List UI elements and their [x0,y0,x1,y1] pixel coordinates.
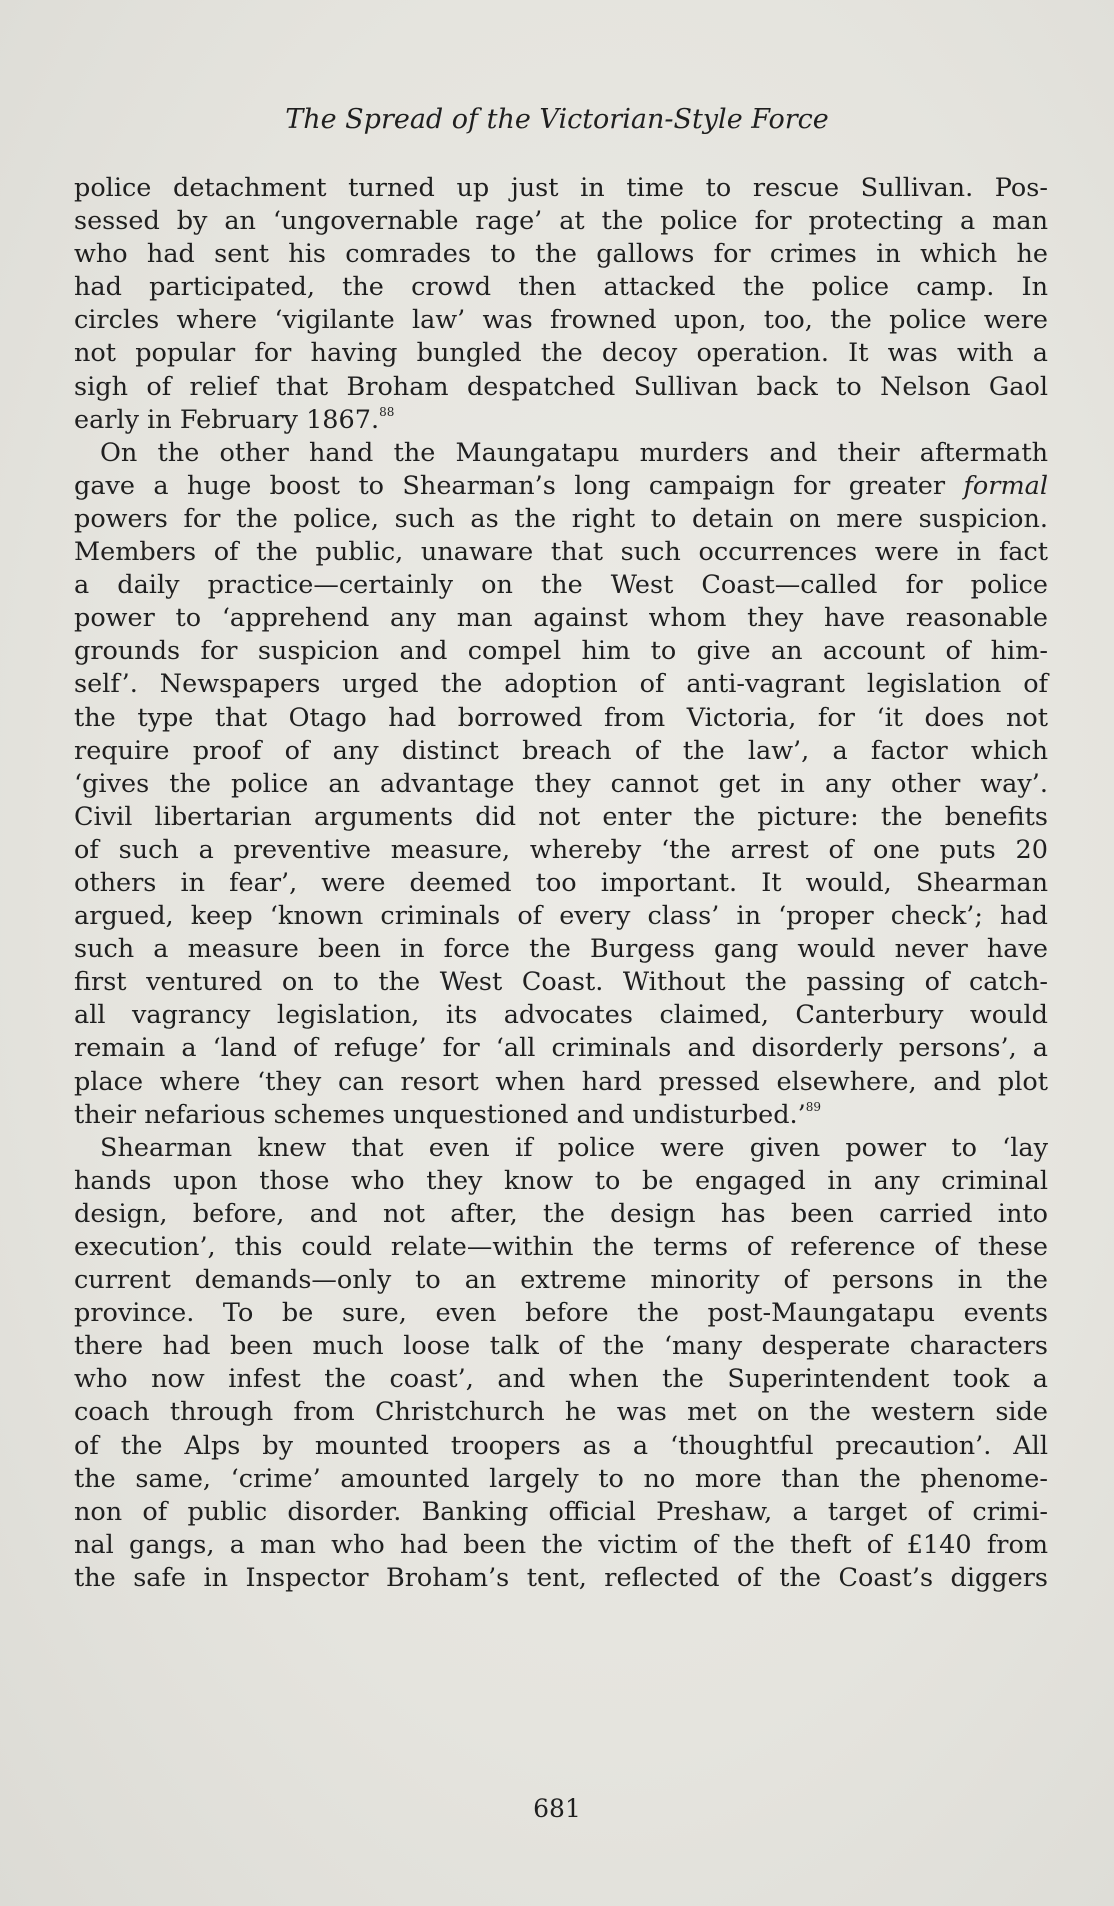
text-line: circles where ‘vigilante law’ was frowned upon, too, the police were [74,305,1048,336]
text-line: not popular for having bungled the decoy operation. It was with a [74,338,1048,369]
text-line: a daily practice—certainly on the West Coast—called for police [74,570,1048,601]
line-text: early in February 1867. [74,404,380,435]
text-line: had participated, the crowd then attacked the police camp. In [74,272,1048,303]
text-line: powers for the police, such as the right to detain on mere suspicion. [74,503,1048,534]
line-text: their nefarious schemes unquestioned and undisturbed.’ [74,1099,806,1130]
page-number: 681 [533,1794,581,1823]
text-line: others in fear’, were deemed too important. It would, Shearman [74,867,1048,898]
text-line: place where ‘they can resort when hard pressed elsewhere, and plot [74,1066,1048,1097]
text-line: who had sent his comrades to the gallows for crimes in which he [74,239,1048,270]
text-line: remain a ‘land of refuge’ for ‘all criminals and disorderly persons’, a [74,1033,1048,1064]
text-line: argued, keep ‘known criminals of every class’ in ‘proper check’; had [74,901,1048,932]
body-text [74,172,1048,1595]
text-line: all vagrancy legislation, its advocates claimed, Canterbury would [74,1000,1048,1031]
text-line: of such a preventive measure, whereby ‘the arrest of one puts 20 [74,834,1048,865]
running-head: The Spread of the Victorian-Style Force [285,104,829,135]
text-line [74,404,1048,437]
text-line: gave a huge boost to Shearman’s long campaign for greater formal [74,470,1048,501]
text-line: current demands—only to an extreme minority of persons in the [74,1265,1048,1296]
paragraph-3 [74,1132,1048,1595]
text-line: self’. Newspapers urged the adoption of anti-vagrant legislation of [74,669,1048,700]
paragraph-1 [74,172,1048,437]
text-line: sessed by an ‘ungovernable rage’ at the police for protecting a man [74,206,1048,237]
paragraph-2 [74,437,1048,1132]
footnote-ref: 88 [379,404,395,419]
text-line: ‘gives the police an advantage they cannot get in any other way’. [74,768,1048,799]
text-line: Shearman knew that even if police were given power to ‘lay [100,1132,1048,1163]
text-line: require proof of any distinct breach of the law’, a factor which [74,735,1048,766]
text-line: design, before, and not after, the design has been carried into [74,1198,1048,1229]
text-line: nal gangs, a man who had been the victim of the theft of £140 from [74,1529,1048,1560]
emphasis: formal [963,470,1048,501]
text-line: the type that Otago had borrowed from Victoria, for ‘it does not [74,702,1048,733]
text-line: who now infest the coast’, and when the Superintendent took a [74,1364,1048,1395]
text-line: police detachment turned up just in time to rescue Sullivan. Pos- [74,173,1048,203]
text-line: there had been much loose talk of the ‘many desperate characters [74,1331,1048,1362]
text-line: non of public disorder. Banking official Preshaw, a target of crimi- [74,1496,1048,1527]
text-line: hands upon those who they know to be engaged in any criminal [74,1165,1048,1196]
text-line [74,1099,1048,1132]
text-line: Civil libertarian arguments did not enter the picture: the benefits [74,801,1048,832]
text-line: the same, ‘crime’ amounted largely to no more than the phenome- [74,1463,1048,1494]
text-line: coach through from Christchurch he was met on the western side [74,1397,1048,1428]
text-line: grounds for suspicion and compel him to give an account of him- [74,636,1048,667]
text-line: sigh of relief that Broham despatched Sullivan back to Nelson Gaol [74,371,1048,402]
text-line: power to ‘apprehend any man against whom they have reasonable [74,603,1048,634]
text-line: of the Alps by mounted troopers as a ‘thoughtful precaution’. All [74,1430,1048,1461]
text-line: the safe in Inspector Broham’s tent, reflected of the Coast’s diggers [74,1562,1048,1593]
text-line: such a measure been in force the Burgess gang would never have [74,934,1048,965]
text-line: execution’, this could relate—within the terms of reference of these [74,1232,1048,1262]
text-line: province. To be sure, even before the post-Maungatapu events [74,1298,1048,1329]
text-line: first ventured on to the West Coast. Without the passing of catch- [74,967,1048,998]
footnote-ref: 89 [805,1099,822,1114]
text-line: On the other hand the Maungatapu murders and their aftermath [100,437,1048,468]
text-line: Members of the public, unaware that such occurrences were in fact [74,537,1048,568]
